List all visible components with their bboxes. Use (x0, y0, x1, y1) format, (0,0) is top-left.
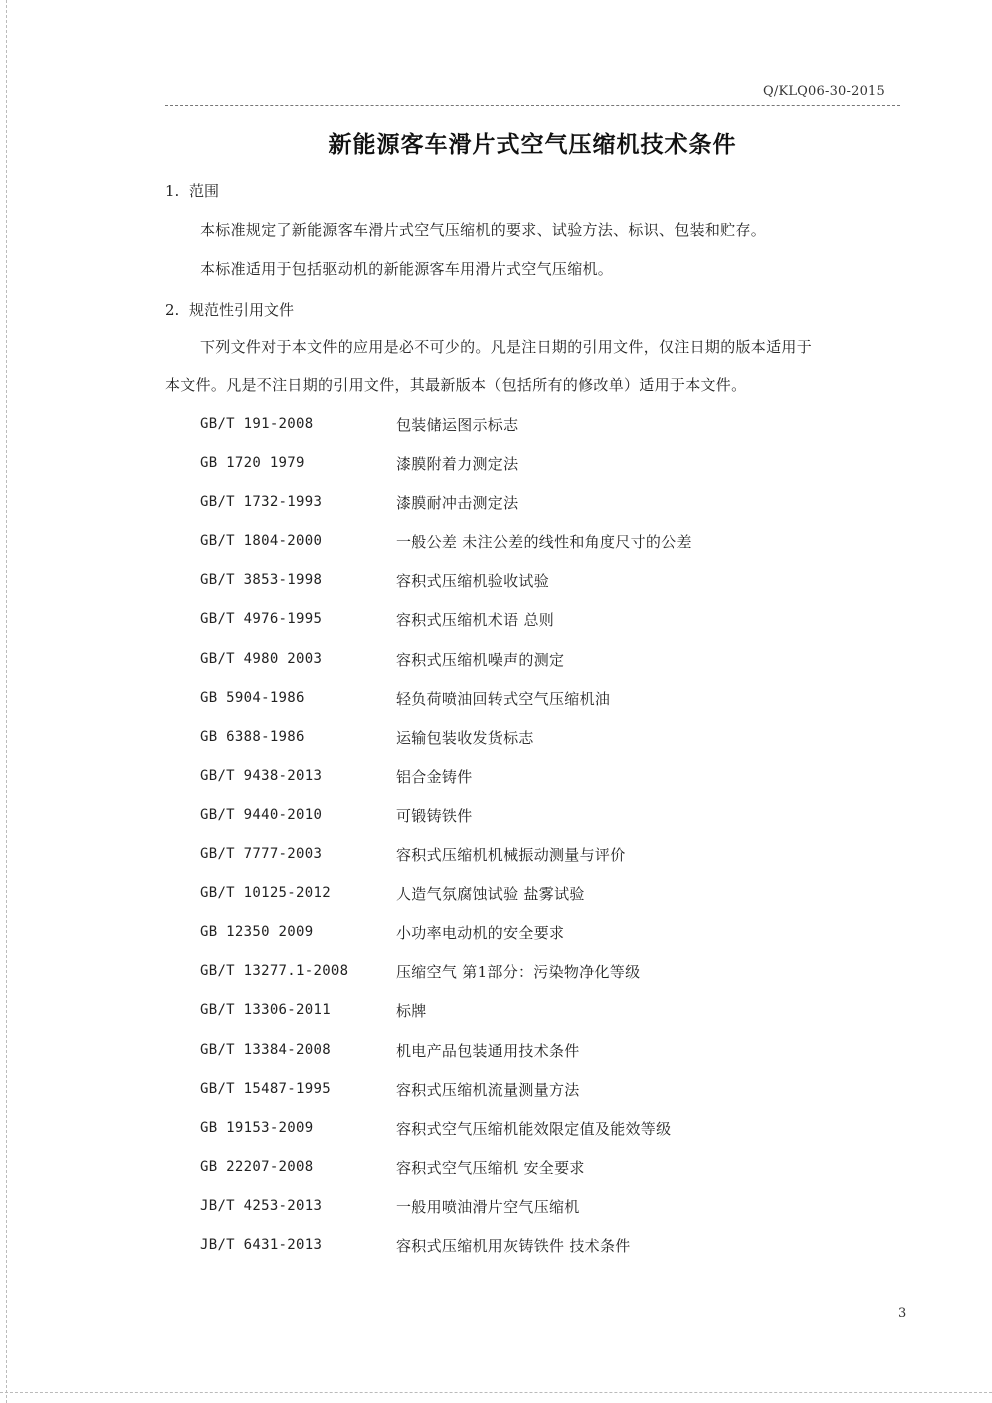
reference-title: 一般用喷油滑片空气压缩机 (396, 1197, 580, 1216)
reference-title: 标牌 (396, 1002, 427, 1021)
reference-code: GB 19153-2009 (200, 1119, 314, 1136)
reference-title: 一般公差 未注公差的线性和角度尺寸的公差 (396, 533, 692, 552)
reference-code: GB/T 3853-1998 (200, 572, 323, 589)
reference-row (200, 727, 760, 766)
reference-code: GB 22207-2008 (200, 1158, 314, 1175)
document-code: Q/KLQ06-30-2015 (763, 84, 885, 99)
reference-code: GB 12350 2009 (200, 924, 314, 941)
reference-code: GB/T 13306-2011 (200, 1002, 331, 1019)
reference-title: 压缩空气 第1部分：污染物净化等级 (396, 963, 641, 982)
reference-code: JB/T 4253-2013 (200, 1197, 323, 1214)
reference-code: GB/T 9438-2013 (200, 767, 323, 784)
reference-row (200, 1118, 760, 1157)
reference-code: GB/T 9440-2010 (200, 806, 323, 823)
reference-code: GB/T 4976-1995 (200, 611, 323, 628)
scan-edge-left (6, 0, 7, 1403)
reference-row (200, 453, 760, 492)
reference-code: GB/T 10125-2012 (200, 885, 331, 902)
section-2-number: 2. (165, 301, 180, 319)
reference-title: 漆膜耐冲击测定法 (396, 494, 519, 513)
reference-row (200, 883, 760, 922)
reference-title: 人造气氛腐蚀试验 盐雾试验 (396, 885, 585, 904)
reference-title: 容积式压缩机噪声的测定 (396, 650, 565, 669)
page-title: 新能源客车滑片式空气压缩机技术条件 (328, 131, 737, 158)
reference-title: 容积式压缩机术语 总则 (396, 611, 555, 630)
reference-row (200, 1000, 760, 1039)
reference-row (200, 844, 760, 883)
reference-code: GB/T 1732-1993 (200, 494, 323, 511)
reference-title: 小功率电动机的安全要求 (396, 924, 565, 943)
reference-row (200, 922, 760, 961)
reference-list (200, 414, 760, 1274)
section-2-paragraph-line-1: 下列文件对于本文件的应用是必不可少的。凡是注日期的引用文件，仅注日期的版本适用于 (200, 338, 813, 356)
reference-title: 容积式压缩机用灰铸铁件 技术条件 (396, 1236, 631, 1255)
reference-row (200, 492, 760, 531)
reference-code: GB/T 191-2008 (200, 416, 314, 432)
reference-code: JB/T 6431-2013 (200, 1236, 323, 1253)
reference-title: 包装储运图示标志 (396, 416, 519, 434)
section-2-heading (165, 299, 294, 320)
reference-row (200, 414, 760, 453)
section-1-paragraph-2: 本标准适用于包括驱动机的新能源客车用滑片式空气压缩机。 (200, 260, 614, 278)
section-2-paragraph-line-2: 本文件。凡是不注日期的引用文件，其最新版本（包括所有的修改单）适用于本文件。 (165, 376, 747, 394)
reference-code: GB/T 7777-2003 (200, 846, 323, 863)
reference-row (200, 766, 760, 805)
reference-title: 可锻铸铁件 (396, 806, 473, 825)
reference-code: GB/T 13277.1-2008 (200, 963, 349, 980)
reference-code: GB 6388-1986 (200, 728, 305, 745)
reference-title: 运输包装收发货标志 (396, 728, 534, 747)
reference-code: GB 1720 1979 (200, 455, 305, 472)
section-1-title: 范围 (189, 182, 220, 200)
reference-row (200, 1079, 760, 1118)
reference-title: 容积式压缩机流量测量方法 (396, 1080, 580, 1099)
reference-row (200, 805, 760, 844)
reference-code: GB/T 13384-2008 (200, 1041, 331, 1058)
reference-title: 容积式压缩机机械振动测量与评价 (396, 846, 626, 865)
reference-title: 漆膜附着力测定法 (396, 455, 519, 474)
reference-title: 容积式空气压缩机能效限定值及能效等级 (396, 1119, 672, 1138)
page-number: 3 (898, 1306, 907, 1321)
reference-title: 容积式压缩机验收试验 (396, 572, 550, 591)
reference-row (200, 688, 760, 727)
reference-row (200, 531, 760, 570)
reference-row (200, 961, 760, 1000)
section-1-heading (165, 180, 219, 201)
reference-title: 容积式空气压缩机 安全要求 (396, 1158, 585, 1177)
reference-code: GB/T 15487-1995 (200, 1080, 331, 1097)
reference-title: 轻负荷喷油回转式空气压缩机油 (396, 689, 611, 708)
reference-code: GB/T 4980 2003 (200, 650, 323, 667)
scan-edge-bottom (0, 1392, 992, 1393)
reference-code: GB 5904-1986 (200, 689, 305, 706)
reference-row (200, 1196, 760, 1235)
reference-code: GB/T 1804-2000 (200, 533, 323, 550)
section-1-number: 1. (165, 182, 180, 200)
reference-row (200, 1235, 760, 1274)
reference-row (200, 570, 760, 609)
reference-row (200, 609, 760, 648)
reference-row (200, 1157, 760, 1196)
section-1-paragraph-1: 本标准规定了新能源客车滑片式空气压缩机的要求、试验方法、标识、包装和贮存。 (200, 221, 767, 239)
header-rule (165, 105, 900, 106)
reference-row (200, 1040, 760, 1079)
section-2-title: 规范性引用文件 (189, 301, 295, 319)
reference-title: 铝合金铸件 (396, 767, 473, 786)
reference-title: 机电产品包装通用技术条件 (396, 1041, 580, 1060)
reference-row (200, 649, 760, 688)
